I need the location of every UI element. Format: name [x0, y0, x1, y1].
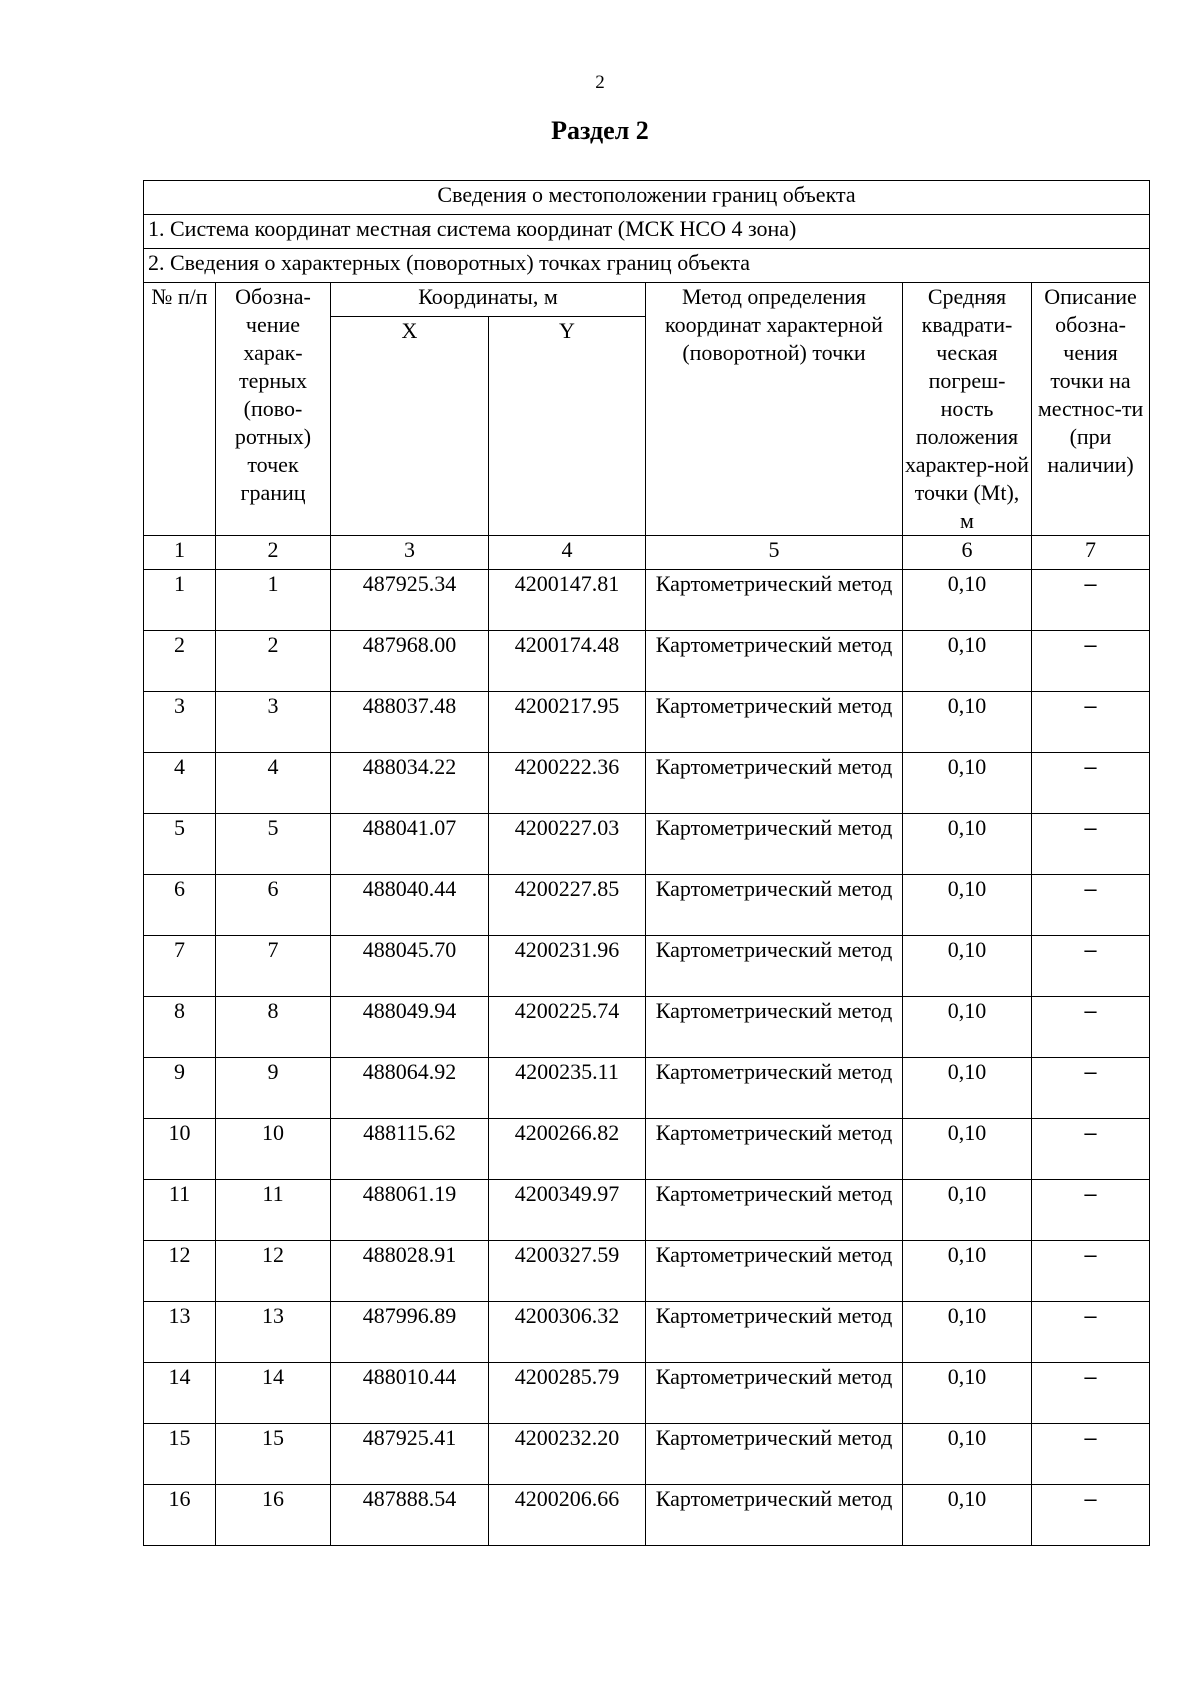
description-cell: – — [1032, 1363, 1150, 1424]
description-cell: – — [1032, 1241, 1150, 1302]
coord-x-cell: 488045.70 — [331, 936, 489, 997]
table-row — [144, 1058, 1150, 1119]
table-row — [144, 631, 1150, 692]
error-cell: 0,10 — [903, 1241, 1032, 1302]
coord-x-cell: 488010.44 — [331, 1363, 489, 1424]
point-number-cell: 10 — [144, 1119, 216, 1180]
header-y: Y — [489, 316, 646, 535]
table-row — [144, 1363, 1150, 1424]
point-designation-cell: 13 — [216, 1302, 331, 1363]
coordinate-system-label: 1. Система координат местная система координат (МСК НСО 4 зона) — [144, 215, 1150, 249]
error-cell: 0,10 — [903, 1485, 1032, 1546]
point-number-cell: 1 — [144, 570, 216, 631]
coord-y-cell: 4200227.85 — [489, 875, 646, 936]
coord-y-cell: 4200206.66 — [489, 1485, 646, 1546]
header-method: Метод определения координат характерной (поворотной) точки — [646, 283, 903, 536]
description-cell: – — [1032, 1180, 1150, 1241]
table-row — [144, 936, 1150, 997]
description-cell: – — [1032, 936, 1150, 997]
error-cell: 0,10 — [903, 1058, 1032, 1119]
coord-x-cell: 487925.34 — [331, 570, 489, 631]
description-cell: – — [1032, 1302, 1150, 1363]
coord-y-cell: 4200232.20 — [489, 1424, 646, 1485]
column-number: 1 — [144, 536, 216, 570]
coord-x-cell: 487888.54 — [331, 1485, 489, 1546]
method-cell: Картометрический метод — [646, 1485, 903, 1546]
description-cell: – — [1032, 1119, 1150, 1180]
coord-x-cell: 487996.89 — [331, 1302, 489, 1363]
table-row — [144, 814, 1150, 875]
coord-y-cell: 4200306.32 — [489, 1302, 646, 1363]
points-caption: 2. Сведения о характерных (поворотных) точках границ объекта — [144, 249, 1150, 283]
column-number: 3 — [331, 536, 489, 570]
point-designation-cell: 12 — [216, 1241, 331, 1302]
table-row — [144, 875, 1150, 936]
method-cell: Картометрический метод — [646, 1241, 903, 1302]
description-cell: – — [1032, 570, 1150, 631]
header-num: № п/п — [144, 283, 216, 536]
method-cell: Картометрический метод — [646, 875, 903, 936]
section-title: Раздел 2 — [551, 116, 649, 145]
point-number-cell: 2 — [144, 631, 216, 692]
method-cell: Картометрический метод — [646, 692, 903, 753]
error-cell: 0,10 — [903, 1363, 1032, 1424]
method-cell: Картометрический метод — [646, 997, 903, 1058]
table-row — [144, 1180, 1150, 1241]
error-cell: 0,10 — [903, 997, 1032, 1058]
header-description: Описание обозна-чения точки на местнос-ти (при наличии) — [1032, 283, 1150, 536]
error-cell: 0,10 — [903, 570, 1032, 631]
method-cell: Картометрический метод — [646, 936, 903, 997]
point-designation-cell: 9 — [216, 1058, 331, 1119]
description-cell: – — [1032, 1058, 1150, 1119]
point-designation-cell: 7 — [216, 936, 331, 997]
coord-x-cell: 488028.91 — [331, 1241, 489, 1302]
method-cell: Картометрический метод — [646, 1119, 903, 1180]
error-cell: 0,10 — [903, 1180, 1032, 1241]
coord-y-cell: 4200147.81 — [489, 570, 646, 631]
coord-x-cell: 488037.48 — [331, 692, 489, 753]
description-cell: – — [1032, 692, 1150, 753]
column-number: 6 — [903, 536, 1032, 570]
table-row — [144, 1119, 1150, 1180]
point-number-cell: 8 — [144, 997, 216, 1058]
coord-y-cell: 4200231.96 — [489, 936, 646, 997]
coord-x-cell: 488049.94 — [331, 997, 489, 1058]
description-cell: – — [1032, 631, 1150, 692]
point-number-cell: 15 — [144, 1424, 216, 1485]
column-number: 7 — [1032, 536, 1150, 570]
method-cell: Картометрический метод — [646, 631, 903, 692]
error-cell: 0,10 — [903, 753, 1032, 814]
method-cell: Картометрический метод — [646, 1363, 903, 1424]
table-row — [144, 1302, 1150, 1363]
description-cell: – — [1032, 997, 1150, 1058]
point-designation-cell: 2 — [216, 631, 331, 692]
description-cell: – — [1032, 875, 1150, 936]
description-cell: – — [1032, 1424, 1150, 1485]
header-x: X — [331, 316, 489, 535]
method-cell: Картометрический метод — [646, 570, 903, 631]
column-numbers-row — [144, 536, 1150, 570]
coord-y-cell: 4200222.36 — [489, 753, 646, 814]
error-cell: 0,10 — [903, 692, 1032, 753]
table-row — [144, 753, 1150, 814]
point-number-cell: 7 — [144, 936, 216, 997]
header-error: Средняя квадрати-ческая погреш-ность положения характер-ной точки (Mt), м — [903, 283, 1032, 536]
point-number-cell: 16 — [144, 1485, 216, 1546]
coord-y-cell: 4200235.11 — [489, 1058, 646, 1119]
coord-y-cell: 4200349.97 — [489, 1180, 646, 1241]
point-designation-cell: 6 — [216, 875, 331, 936]
error-cell: 0,10 — [903, 936, 1032, 997]
point-designation-cell: 3 — [216, 692, 331, 753]
coord-x-cell: 488115.62 — [331, 1119, 489, 1180]
point-number-cell: 9 — [144, 1058, 216, 1119]
point-number-cell: 12 — [144, 1241, 216, 1302]
header-designation: Обозна-чение харак-терных (пово-ротных) точек границ — [216, 283, 331, 536]
coord-x-cell: 487968.00 — [331, 631, 489, 692]
point-number-cell: 3 — [144, 692, 216, 753]
error-cell: 0,10 — [903, 631, 1032, 692]
point-designation-cell: 4 — [216, 753, 331, 814]
column-number: 4 — [489, 536, 646, 570]
description-cell: – — [1032, 814, 1150, 875]
point-designation-cell: 14 — [216, 1363, 331, 1424]
column-number: 5 — [646, 536, 903, 570]
error-cell: 0,10 — [903, 1424, 1032, 1485]
point-designation-cell: 16 — [216, 1485, 331, 1546]
method-cell: Картометрический метод — [646, 753, 903, 814]
page-number: 2 — [595, 72, 605, 93]
point-number-cell: 14 — [144, 1363, 216, 1424]
coord-y-cell: 4200225.74 — [489, 997, 646, 1058]
method-cell: Картометрический метод — [646, 1180, 903, 1241]
error-cell: 0,10 — [903, 1119, 1032, 1180]
table-title: Сведения о местоположении границ объекта — [144, 181, 1150, 215]
coord-y-cell: 4200227.03 — [489, 814, 646, 875]
coord-x-cell: 488041.07 — [331, 814, 489, 875]
coord-x-cell: 488040.44 — [331, 875, 489, 936]
column-number: 2 — [216, 536, 331, 570]
boundary-points-table — [143, 180, 1150, 1546]
point-designation-cell: 10 — [216, 1119, 331, 1180]
description-cell: – — [1032, 1485, 1150, 1546]
method-cell: Картометрический метод — [646, 1302, 903, 1363]
point-designation-cell: 8 — [216, 997, 331, 1058]
coord-x-cell: 488034.22 — [331, 753, 489, 814]
point-number-cell: 13 — [144, 1302, 216, 1363]
table-row — [144, 570, 1150, 631]
point-number-cell: 6 — [144, 875, 216, 936]
table-row — [144, 997, 1150, 1058]
method-cell: Картометрический метод — [646, 1058, 903, 1119]
error-cell: 0,10 — [903, 875, 1032, 936]
coord-x-cell: 487925.41 — [331, 1424, 489, 1485]
point-number-cell: 4 — [144, 753, 216, 814]
coord-y-cell: 4200217.95 — [489, 692, 646, 753]
point-designation-cell: 15 — [216, 1424, 331, 1485]
error-cell: 0,10 — [903, 1302, 1032, 1363]
point-number-cell: 11 — [144, 1180, 216, 1241]
point-designation-cell: 11 — [216, 1180, 331, 1241]
description-cell: – — [1032, 753, 1150, 814]
table-row — [144, 692, 1150, 753]
coord-y-cell: 4200174.48 — [489, 631, 646, 692]
coord-x-cell: 488064.92 — [331, 1058, 489, 1119]
table-row — [144, 1241, 1150, 1302]
method-cell: Картометрический метод — [646, 814, 903, 875]
header-coordinates: Координаты, м — [331, 283, 646, 317]
error-cell: 0,10 — [903, 814, 1032, 875]
coord-y-cell: 4200285.79 — [489, 1363, 646, 1424]
table-row — [144, 1424, 1150, 1485]
table-row — [144, 1485, 1150, 1546]
point-designation-cell: 5 — [216, 814, 331, 875]
coord-y-cell: 4200266.82 — [489, 1119, 646, 1180]
method-cell: Картометрический метод — [646, 1424, 903, 1485]
point-designation-cell: 1 — [216, 570, 331, 631]
coord-y-cell: 4200327.59 — [489, 1241, 646, 1302]
coord-x-cell: 488061.19 — [331, 1180, 489, 1241]
point-number-cell: 5 — [144, 814, 216, 875]
